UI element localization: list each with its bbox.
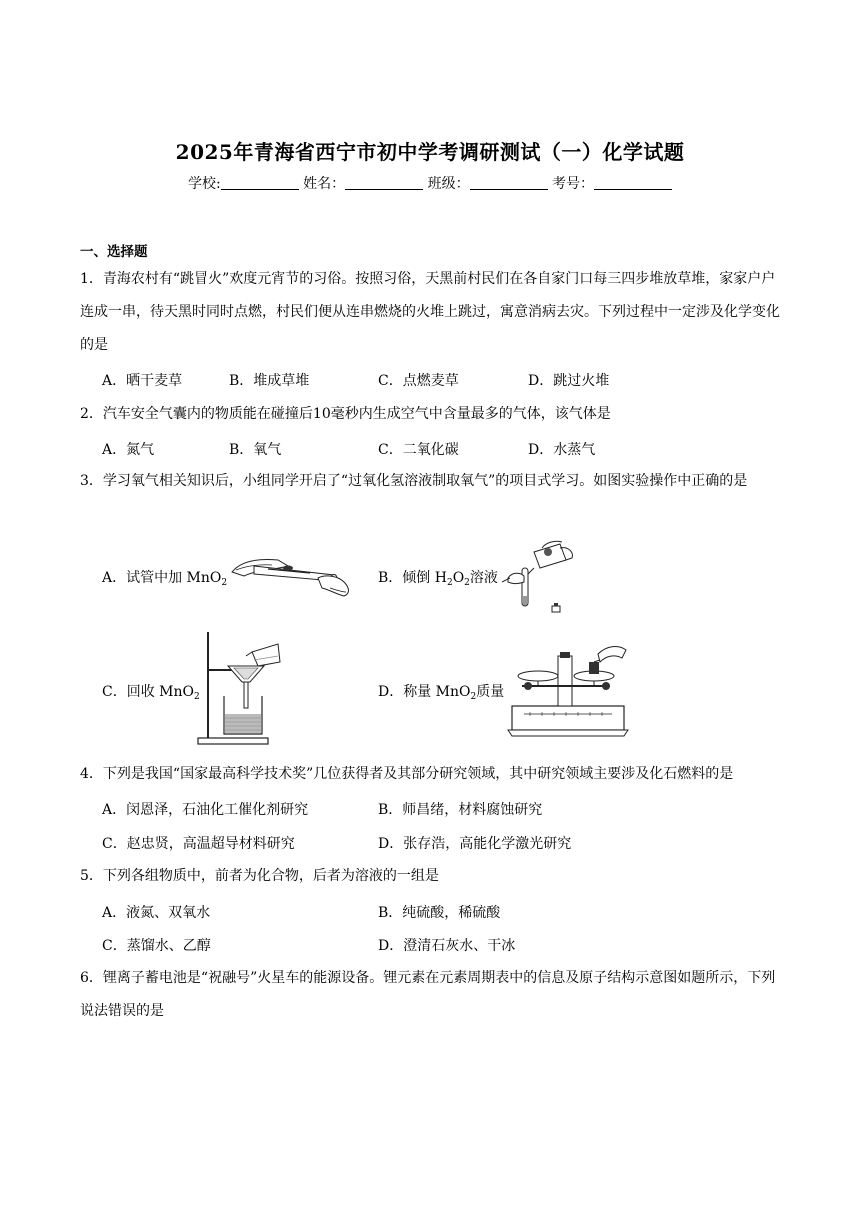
school-label: 学校: xyxy=(187,176,221,192)
question-text: 青海农村有“跳冒火”欢度元宵节的习俗。按照习俗，天黑前村民们在各自家门口每三四步堆放草堆，家家户户连成一串，待天黑时同时点燃，村民们便从连串燃烧的火堆上跳过，寓意消病去灾。下列过程中一定涉及化学变化的是 xyxy=(80,271,780,353)
option-c[interactable]: C．二氧化碳 xyxy=(378,442,459,458)
option-b[interactable]: B．师昌绪，材料腐蚀研究 xyxy=(378,802,543,818)
option-b[interactable]: B．倾倒 $H_2O_2$溶液 xyxy=(378,570,498,588)
option-d[interactable]: D．称量 MnO$_2$质量 xyxy=(378,684,505,702)
school-blank[interactable] xyxy=(221,175,299,190)
question-number: 2． xyxy=(80,406,103,422)
option-c[interactable]: C．回收 MnO$_2$ xyxy=(102,684,200,702)
question-text: 下列各组物质中，前者为化合物，后者为溶液的一组是 xyxy=(102,868,439,884)
option-c[interactable]: C．蒸馏水、乙醇 xyxy=(102,938,211,954)
name-label: 姓名： xyxy=(303,176,346,192)
option-c[interactable]: C．赵忠贤，高温超导材料研究 xyxy=(102,836,295,852)
option-a[interactable]: A．晒干麦草 xyxy=(102,373,183,389)
figure-pour-h2o2-solution xyxy=(500,538,580,618)
option-d[interactable]: D．跳过火堆 xyxy=(528,373,610,389)
figure-add-powder-to-test-tube xyxy=(226,548,354,604)
student-info-line xyxy=(0,173,860,193)
section-title: 一、选择题 xyxy=(80,244,148,260)
page-title: 2025年青海省西宁市初中学考调研测试（一）化学试题 xyxy=(175,140,685,164)
option-a[interactable]: A．氮气 xyxy=(102,442,155,458)
question-number: 3． xyxy=(80,473,103,489)
name-blank[interactable] xyxy=(345,175,423,190)
option-a[interactable]: A．液氮、双氧水 xyxy=(102,905,211,921)
question-number: 5． xyxy=(80,868,103,884)
question-4 xyxy=(80,758,782,791)
option-b[interactable]: B．氧气 xyxy=(229,442,282,458)
question-number: 4． xyxy=(80,766,103,782)
question-1 xyxy=(80,263,782,362)
option-d[interactable]: D．张存浩，高能化学激光研究 xyxy=(378,836,572,852)
question-text: 学习氧气相关知识后，小组同学开启了“过氧化氢溶液制取氧气”的项目式学习。如图实验操作中正确的是 xyxy=(102,473,748,489)
option-b[interactable]: B．纯硫酸，稀硫酸 xyxy=(378,905,501,921)
question-text: 下列是我国“国家最高科学技术奖”几位获得者及其部分研究领域，其中研究领域主要涉及化石燃料的是 xyxy=(102,766,734,782)
question-5 xyxy=(80,860,782,893)
option-a[interactable]: A．闵恩泽，石油化工催化剂研究 xyxy=(102,802,309,818)
class-blank[interactable] xyxy=(470,175,548,190)
option-a[interactable]: A．试管中加 MnO$_2$ xyxy=(102,570,228,588)
option-b[interactable]: B．堆成草堆 xyxy=(229,373,310,389)
exam-no-blank[interactable] xyxy=(594,175,672,190)
class-label: 班级： xyxy=(427,176,470,192)
figure-filtration-recover-mno2 xyxy=(194,630,286,748)
question-text: 锂离子蓄电池是“祝融号”火星车的能源设备。锂元素在元素周期表中的信息及原子结构示意图如题所示，下列说法错误的是 xyxy=(80,970,776,1019)
option-d[interactable]: D．水蒸气 xyxy=(528,442,596,458)
question-text: 汽车安全气囊内的物质能在碰撞后10毫秒内生成空气中含量最多的气体，该气体是 xyxy=(102,406,611,422)
exam-no-label: 考号： xyxy=(552,176,595,192)
figure-balance-weigh-mno2 xyxy=(506,642,634,738)
option-c[interactable]: C．点燃麦草 xyxy=(378,373,459,389)
question-number: 1． xyxy=(80,271,103,287)
question-6 xyxy=(80,962,782,1028)
option-d[interactable]: D．澄清石灰水、干冰 xyxy=(378,938,516,954)
question-3 xyxy=(80,465,782,498)
question-number: 6． xyxy=(80,970,103,986)
question-2 xyxy=(80,398,782,431)
